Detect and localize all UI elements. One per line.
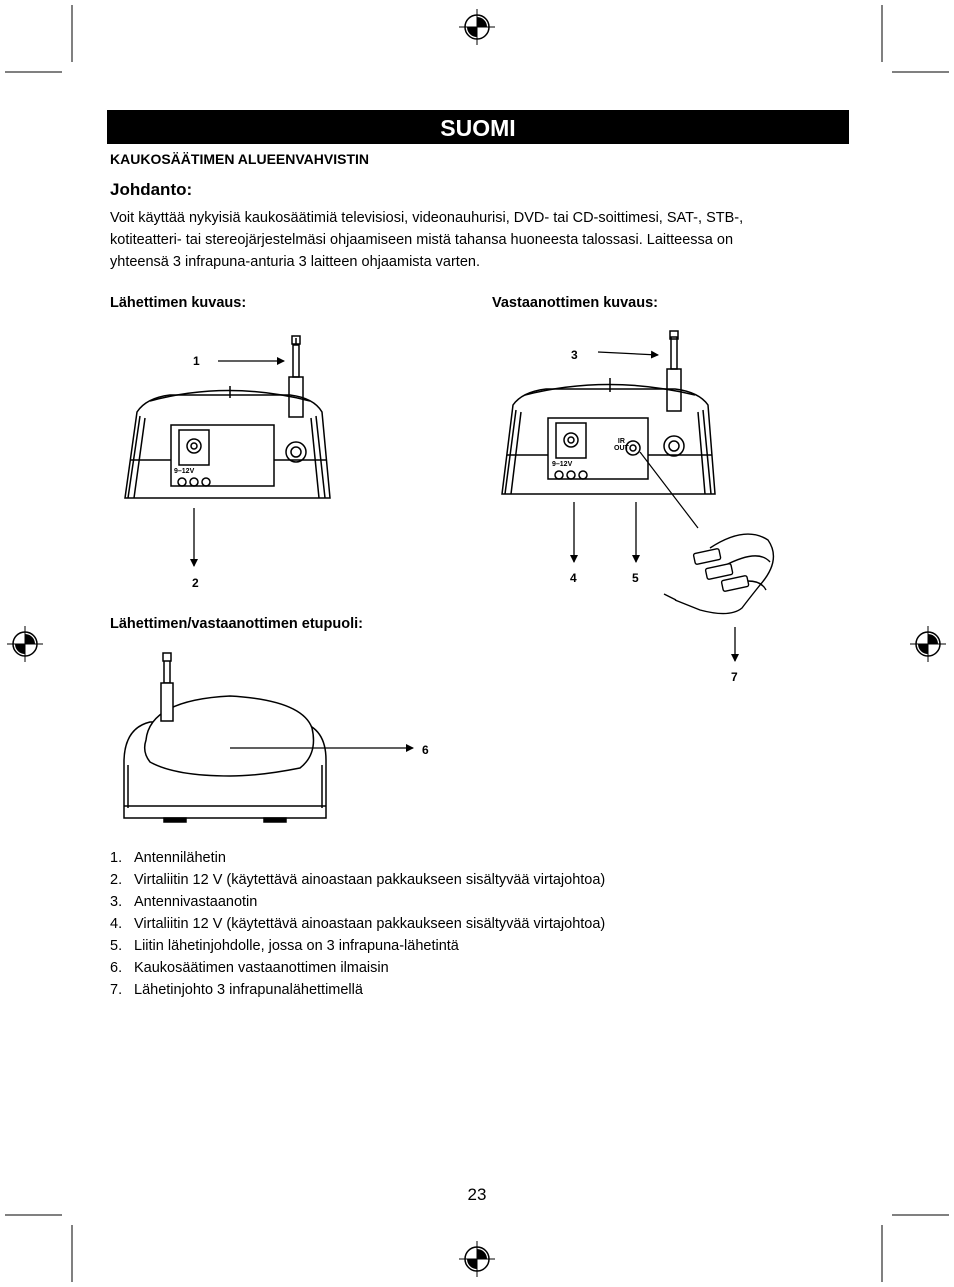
- section-title: KAUKOSÄÄTIMEN ALUEENVAHVISTIN: [110, 151, 370, 167]
- front-view-illustration: [124, 653, 326, 822]
- list-item-text: Kaukosäätimen vastaanottimen ilmaisin: [134, 960, 389, 976]
- list-item-text: Virtaliitin 12 V (käytettävä ainoastaan pakkaukseen sisältyvää virtajohtoa): [134, 872, 606, 888]
- ir-out-label: [614, 438, 629, 452]
- list-item: [110, 935, 605, 957]
- intro-line: kotiteatteri- tai stereojärjestelmäsi ohjaamiseen mistä tahansa huoneesta talossasi. Laitteessa on: [110, 232, 734, 248]
- parts-list: [110, 847, 605, 1001]
- callout-5: 5: [632, 571, 639, 585]
- list-item-text: Virtaliitin 12 V (käytettävä ainoastaan pakkaukseen sisältyvää virtajohtoa): [134, 916, 606, 932]
- list-item-number: 7.: [110, 982, 123, 998]
- list-item: [110, 847, 605, 869]
- list-item: [110, 913, 605, 935]
- callout-4: 4: [570, 571, 577, 585]
- callout-line-3: [598, 352, 658, 355]
- intro-paragraph: [110, 207, 845, 273]
- registration-mark-bottom: [459, 1241, 495, 1277]
- registration-mark-right: [910, 626, 946, 662]
- ir-out-line-2: OUT: [614, 445, 629, 452]
- intro-line: Voit käyttää nykyisiä kaukosäätimiä televisiosi, videonauhurisi, DVD- tai CD-soittimesi, SAT-, STB-,: [110, 210, 744, 226]
- callout-1: 1: [193, 354, 200, 368]
- list-item: [110, 957, 605, 979]
- list-item-number: 6.: [110, 960, 123, 976]
- receiver-back-illustration: [502, 331, 715, 494]
- callout-2: 2: [192, 576, 199, 590]
- callout-3: 3: [571, 348, 578, 362]
- list-item: [110, 979, 605, 1001]
- callout-6: 6: [422, 743, 429, 757]
- ir-out-line-1: IR: [617, 438, 625, 445]
- registration-mark-top: [459, 9, 495, 45]
- receiver-power-text: 9–12V: [552, 461, 573, 468]
- list-item-text: Antennivastaanotin: [134, 894, 258, 910]
- transmitter-power-text: 9–12V: [174, 468, 195, 475]
- transmitter-back-illustration: [125, 336, 330, 498]
- list-item-number: 4.: [110, 916, 123, 932]
- language-banner: SUOMI: [107, 110, 849, 144]
- receiver-label: Vastaanottimen kuvaus:: [492, 295, 658, 311]
- intro-heading: Johdanto:: [110, 180, 193, 199]
- callout-7: 7: [731, 670, 738, 684]
- list-item-number: 3.: [110, 894, 123, 910]
- list-item-number: 5.: [110, 938, 123, 954]
- front-view-label: Lähettimen/vastaanottimen etupuoli:: [110, 616, 363, 632]
- list-item-text: Liitin lähetinjohdolle, jossa on 3 infrapuna-lähetintä: [134, 938, 459, 954]
- list-item-text: Lähetinjohto 3 infrapunalähettimellä: [134, 982, 363, 998]
- list-item: [110, 891, 605, 913]
- registration-mark-left: [7, 626, 43, 662]
- intro-line: yhteensä 3 infrapuna-anturia 3 laitteen ohjaamista varten.: [110, 254, 480, 270]
- list-item-text: Antennilähetin: [134, 850, 226, 866]
- list-item: [110, 869, 605, 891]
- list-item-number: 2.: [110, 872, 123, 888]
- transmitter-label: Lähettimen kuvaus:: [110, 295, 247, 311]
- list-item-number: 1.: [110, 850, 123, 866]
- page-number: 23: [467, 1185, 487, 1204]
- ir-emitter-cable-illustration: [664, 534, 773, 613]
